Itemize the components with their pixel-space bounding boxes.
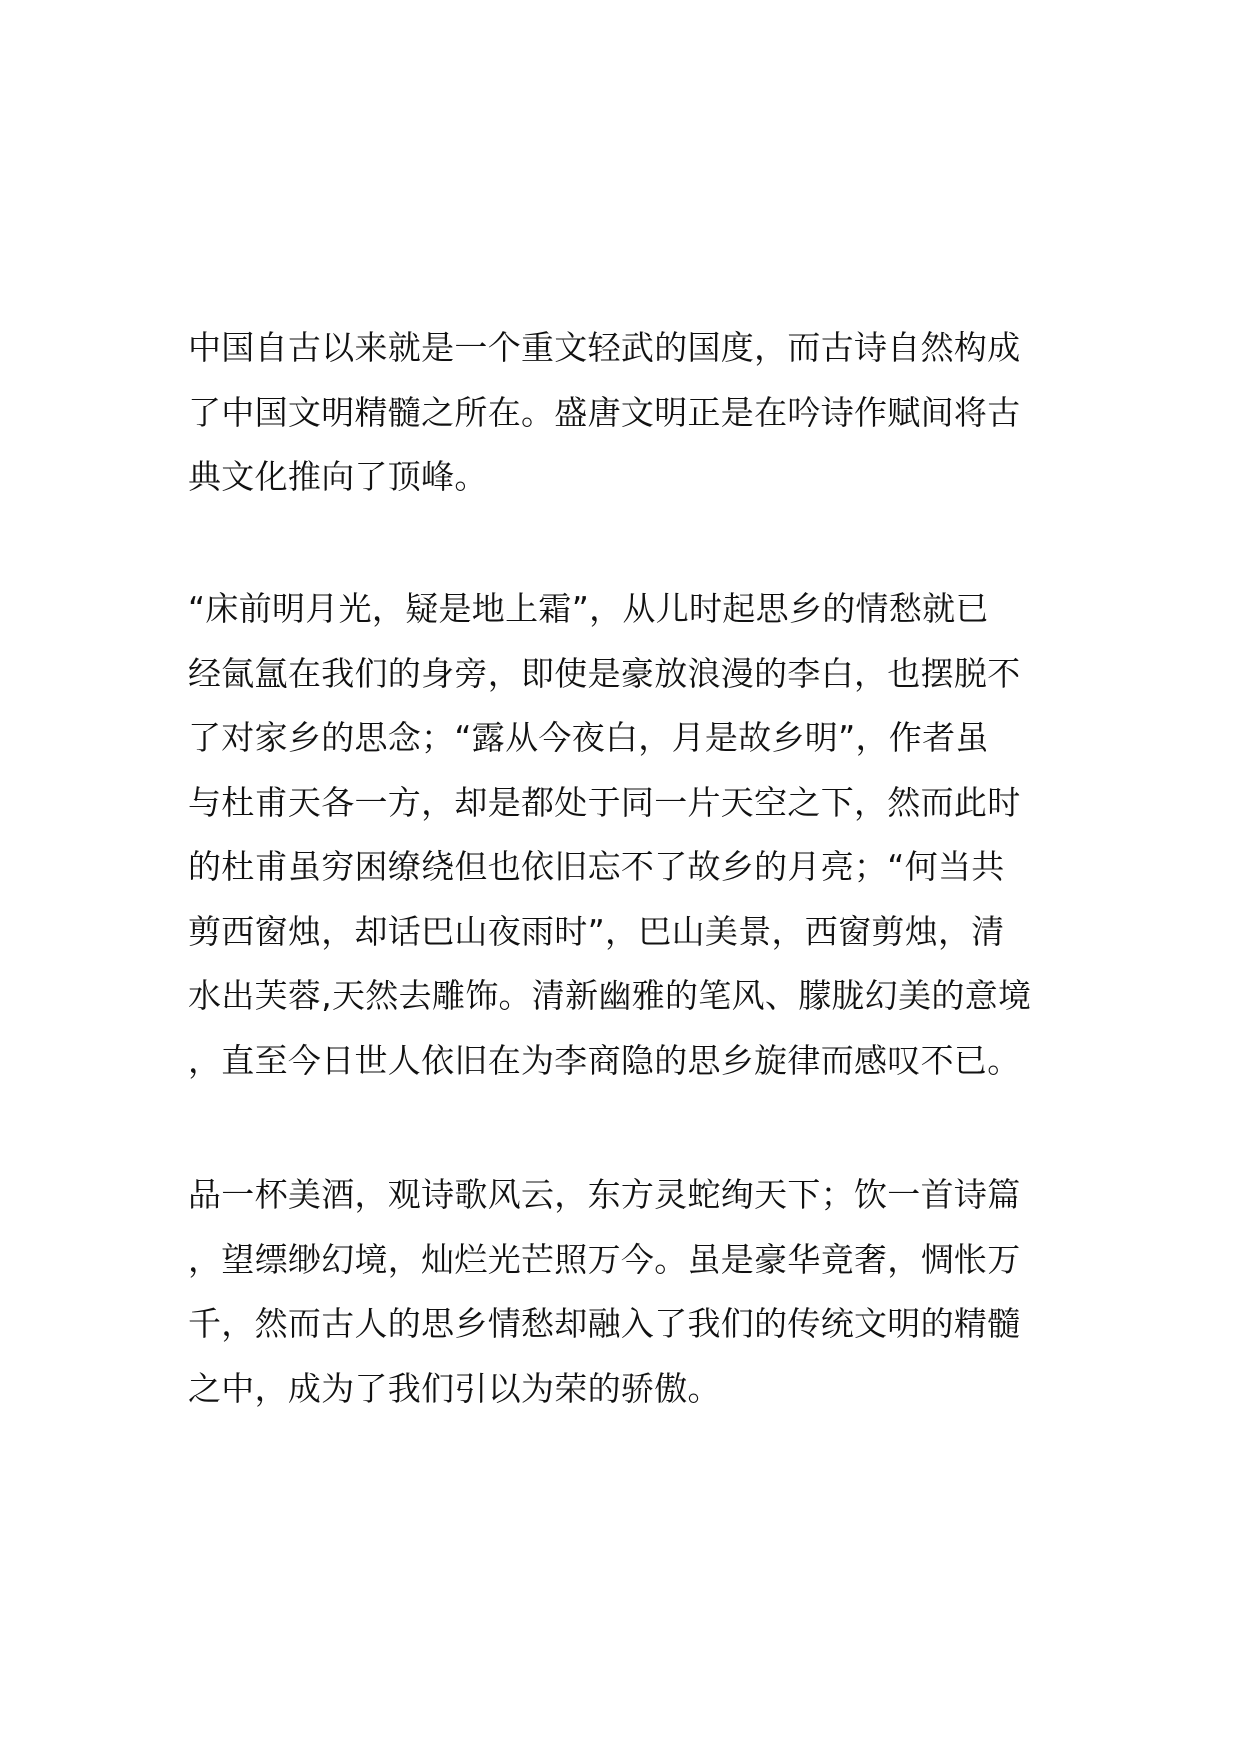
text-line: 与杜甫天各一方，却是都处于同一片天空之下，然而此时 bbox=[188, 782, 1021, 822]
paragraph-conclusion bbox=[188, 1163, 1068, 1421]
text-line: 了中国文明精髓之所在。盛唐文明正是在吟诗作赋间将古 bbox=[188, 392, 1021, 432]
text-line: ，直至今日世人依旧在为李商隐的思乡旋律而感叹不已。 bbox=[188, 1040, 1021, 1080]
text-line: 千，然而古人的思乡情愁却融入了我们的传统文明的精髓 bbox=[188, 1304, 1021, 1343]
text-line: 水出芙蓉,天然去雕饰。清新幽雅的笔风、朦胧幻美的意境 bbox=[188, 976, 1032, 1015]
paragraph-intro bbox=[188, 316, 1068, 510]
text-line: “床前明月光，疑是地上霜”，从儿时起思乡的情愁就已 bbox=[188, 589, 989, 628]
paragraph-poems bbox=[188, 577, 1068, 1093]
text-line: 经氤氲在我们的身旁，即使是豪放浪漫的李白，也摆脱不 bbox=[188, 653, 1021, 693]
text-line: 剪西窗烛，却话巴山夜雨时”，巴山美景，西窗剪烛，清 bbox=[188, 911, 1005, 951]
text-line: 的杜甫虽穷困缭绕但也依旧忘不了故乡的月亮；“何当共 bbox=[188, 847, 1005, 886]
text-line: 了对家乡的思念；“露从今夜白，月是故乡明”，作者虽 bbox=[188, 718, 989, 757]
text-line: 之中，成为了我们引以为荣的骄傲。 bbox=[188, 1368, 721, 1408]
text-line: 中国自古以来就是一个重文轻武的国度，而古诗自然构成 bbox=[188, 328, 1021, 367]
text-line: ，望缥缈幻境，灿烂光芒照万今。虽是豪华竟奢，惆怅万 bbox=[188, 1239, 1021, 1279]
text-line: 典文化推向了顶峰。 bbox=[188, 457, 488, 496]
text-line: 品一杯美酒，观诗歌风云，东方灵蛇绚天下；饮一首诗篇 bbox=[188, 1175, 1021, 1214]
